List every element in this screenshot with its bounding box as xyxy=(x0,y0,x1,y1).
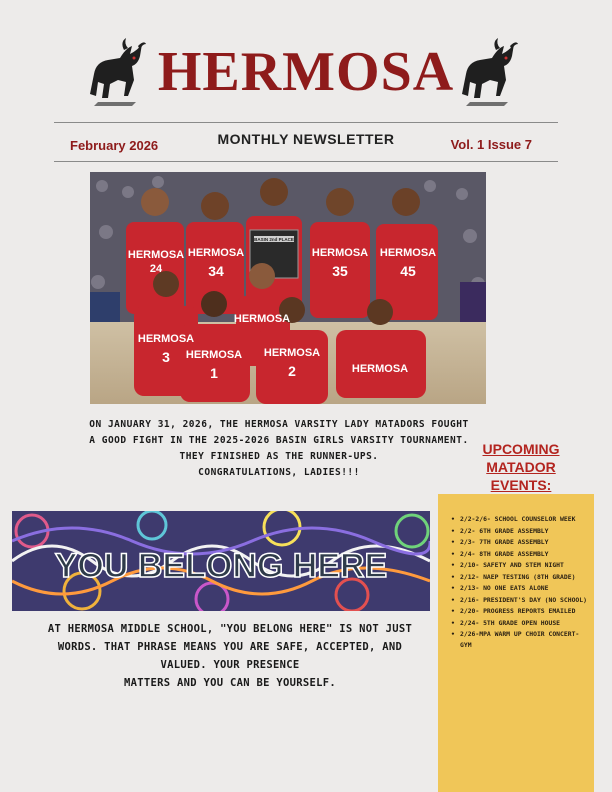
belonging-line: VALUED. YOUR PRESENCE xyxy=(160,659,300,671)
belonging-line: AT HERMOSA MIDDLE SCHOOL, "YOU BELONG HERE" IS NOT JUST xyxy=(47,623,413,635)
jersey-number: 3 xyxy=(162,349,170,365)
belonging-line: MATTERS AND YOU CAN BE YOURSELF. xyxy=(124,677,336,689)
banner-text: YOU BELONG HERE xyxy=(54,547,388,585)
event-item: • 2/24- 5TH GRADE OPEN HOUSE xyxy=(452,618,588,629)
events-heading xyxy=(452,440,590,494)
event-item: • 2/16- PRESIDENT'S DAY (NO SCHOOL) xyxy=(452,595,588,606)
event-item: • 2/3- 7TH GRADE ASSEMBLY xyxy=(452,537,588,548)
event-item: • 2/10- SAFETY AND STEM NIGHT xyxy=(452,560,588,571)
event-item: • 2/13- NO ONE EATS ALONE xyxy=(452,583,588,594)
header-divider-top xyxy=(54,122,558,123)
event-item: • 2/20- PROGRESS REPORTS EMAILED xyxy=(452,606,588,617)
belonging-line: WORDS. THAT PHRASE MEANS YOU ARE SAFE, ACCEPTED, AND xyxy=(57,641,403,653)
jersey-number: 35 xyxy=(332,263,348,279)
jersey-number: 24 xyxy=(149,263,163,275)
jersey-number: 34 xyxy=(208,263,224,279)
caption-line: ON JANUARY 31, 2026, THE HERMOSA VARSITY LADY MATADORS FOUGHT xyxy=(89,419,469,430)
plaque-text: BASIN 2nd PLACE xyxy=(254,237,294,242)
event-item: • 2/2- 6TH GRADE ASSEMBLY xyxy=(452,526,588,537)
event-item: • 2/2-2/6- SCHOOL COUNSELOR WEEK xyxy=(452,514,588,525)
event-item: • 2/12- NAEP TESTING (8TH GRADE) xyxy=(452,572,588,583)
events-heading-line: UPCOMING xyxy=(482,441,560,457)
team-photo xyxy=(90,172,486,404)
event-item: • 2/4- 8TH GRADE ASSEMBLY xyxy=(452,549,588,560)
events-panel xyxy=(438,494,594,792)
event-item: • 2/26-MPA WARM UP CHOIR CONCERT- GYM xyxy=(452,629,588,650)
you-belong-here-banner xyxy=(12,511,430,611)
jersey-number: 2 xyxy=(288,363,296,379)
jersey-text: HERMOSA xyxy=(137,333,195,345)
jersey-text: HERMOSA xyxy=(379,247,437,259)
jersey-text: HERMOSA xyxy=(351,363,409,375)
jersey-number: 45 xyxy=(400,263,416,279)
caption-line: A GOOD FIGHT IN THE 2025-2026 BASIN GIRLS VARSITY TOURNAMENT. xyxy=(89,435,469,446)
jersey-text: HERMOSA xyxy=(127,249,185,261)
events-list xyxy=(438,494,594,650)
caption-line: THEY FINISHED AS THE RUNNER-UPS. xyxy=(179,451,379,462)
header-divider-bottom xyxy=(54,161,558,162)
jersey-text: HERMOSA xyxy=(187,247,245,259)
jersey-number: 1 xyxy=(210,365,218,381)
masthead-title: HERMOSA xyxy=(157,41,455,103)
events-heading-line: MATADOR xyxy=(486,459,556,475)
jersey-text: HERMOSA xyxy=(263,347,321,359)
jersey-text: HERMOSA xyxy=(311,247,369,259)
issue-date: February 2026 xyxy=(70,138,159,153)
caption-line: CONGRATULATIONS, LADIES!!! xyxy=(198,467,360,478)
newsletter-label: MONTHLY NEWSLETTER xyxy=(217,131,395,147)
jersey-text: HERMOSA xyxy=(233,313,291,325)
jersey-text: HERMOSA xyxy=(185,349,243,361)
events-heading-line: EVENTS: xyxy=(490,477,552,493)
issue-volume: Vol. 1 Issue 7 xyxy=(450,137,532,152)
